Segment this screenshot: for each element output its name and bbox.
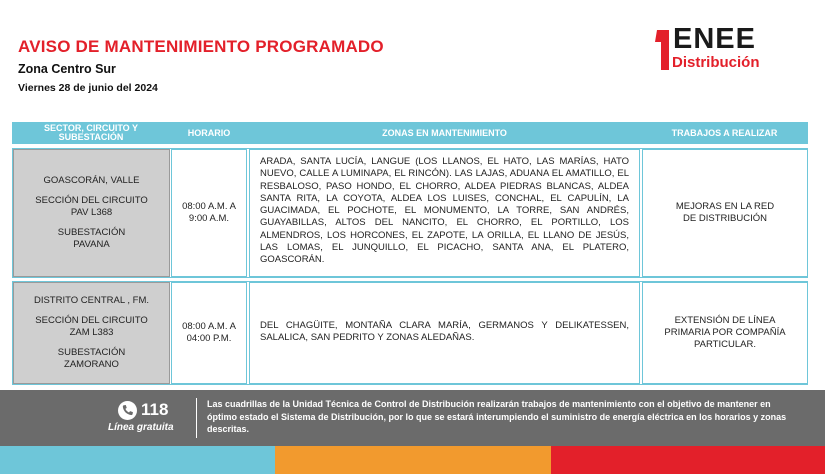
phone-icon (118, 401, 137, 420)
sector-substation: SUBESTACIÓN ZAMORANO (57, 347, 126, 370)
schedule-cell (171, 282, 247, 384)
table-row (12, 281, 808, 385)
sector-substation: SUBESTACIÓN PAVANA (57, 227, 126, 250)
stripe-blue (0, 446, 275, 474)
footer-banner (0, 390, 825, 446)
table-header (12, 122, 808, 144)
notice-date: Viernes 28 de junio del 2024 (18, 82, 158, 94)
zones-text: DEL CHAGÜITE, MONTAÑA CLARA MARÍA, GERMANOS Y DELIKATESSEN, SALALICA, SAN PEDRITO Y ZONAS ALEDAÑAS. (260, 320, 629, 344)
sector-location: GOASCORÁN, VALLE (43, 175, 140, 186)
zones-text: ARADA, SANTA LUCÍA, LANGUE (LOS LLANOS, EL HATO, LAS MARÍAS, HATO NUEVO, CALLE A LUMINAPA, EL RINCÓN). LAS LAJAS, ADUANA EL AMATILLO, EL RESBALOSO, PASO HONDO, EL CHORRO, ALDEA PIEDRAS BLANCAS, ALDEA SANTA RITA, LA COYOTA, ALDEA LOS LUISES, CONCHAL, EL CAPULÍN, LA GUACIMADA, EL POCHOTE, EL MONUMENTO, LA TORRE, SAN ANDRÉS, GUAYABILLAS, ALTOS DEL NANCITO, EL CHORRO, EL PORTILLO, LOS ALMENDROS, LOS HORCONES, EL ZAPOTE, LA ORILLA, EL LLANO DE JESÚS, LAS LOMAS, EL JUNQUILLO, EL PICACHO, SANTA ANA, EL PLATERO, GOASCORÁN. (260, 156, 629, 266)
logo-name: ENEE (673, 23, 756, 55)
work-text: EXTENSIÓN DE LÍNEA PRIMARIA POR COMPAÑÍA PARTICULAR. (664, 315, 786, 350)
logo-subtitle: Distribución (672, 54, 760, 71)
header-schedule: HORARIO (187, 127, 231, 138)
stripe-orange (275, 446, 551, 474)
sector-circuit: SECCIÓN DEL CIRCUITO ZAM L383 (35, 315, 148, 338)
header-work: TRABAJOS A REALIZAR (671, 127, 778, 138)
work-cell (642, 149, 808, 277)
sector-cell (13, 282, 170, 384)
work-cell (642, 282, 808, 384)
hotline (105, 400, 190, 436)
sector-circuit: SECCIÓN DEL CIRCUITO PAV L368 (35, 195, 148, 218)
footer-divider (196, 398, 197, 438)
work-text: MEJORAS EN LA RED DE DISTRIBUCIÓN (675, 201, 775, 224)
enee-logo (653, 23, 805, 74)
schedule-cell (171, 149, 247, 277)
sector-location: DISTRITO CENTRAL , FM. (33, 295, 150, 306)
color-stripes (0, 446, 825, 474)
page-title: AVISO DE MANTENIMIENTO PROGRAMADO (18, 37, 384, 56)
phone-label: Línea gratuita (108, 422, 174, 433)
footer-notice: Las cuadrillas de la Unidad Técnica de Control de Distribución realizarán trabajos de mantenimiento con el objetivo de mantener en óptimo estado el Sistema de Distribución, por lo que se estará interumpiendo el suministro de energía eléctrica en los horarios y zonas descritas. (207, 399, 787, 434)
sector-cell (13, 149, 170, 277)
schedule-text: 08:00 A.M. A 04:00 P.M. (182, 321, 236, 344)
table-row (12, 148, 808, 278)
zones-cell (249, 149, 640, 277)
header-zones: ZONAS EN MANTENIMIENTO (382, 127, 507, 138)
enee-logo-mark-icon (653, 28, 671, 72)
stripe-red (551, 446, 825, 474)
schedule-text: 08:00 A.M. A 9:00 A.M. (182, 201, 236, 224)
phone-number: 118 (141, 400, 169, 419)
header-sector: SECTOR, CIRCUITO Y SUBESTACIÓN (43, 123, 139, 142)
zones-cell (249, 282, 640, 384)
zone-name: Zona Centro Sur (18, 62, 116, 76)
